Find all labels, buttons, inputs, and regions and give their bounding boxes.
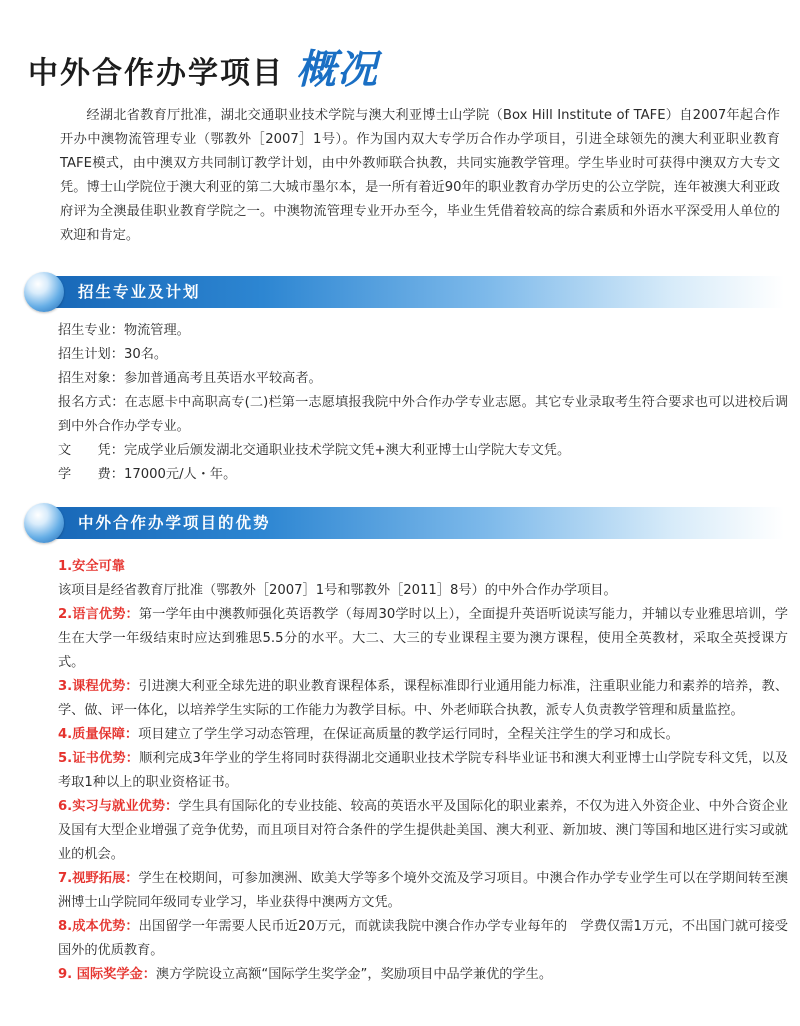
page-title (28, 38, 378, 94)
item-text: 30名。 (123, 347, 168, 362)
item-label: 招生对象： (58, 371, 124, 386)
item-label: 学 费： (58, 467, 124, 482)
item-text: 物流管理。 (123, 323, 190, 338)
item-label: 招生计划： (58, 347, 124, 362)
section-title: 招生专业及计划 (78, 283, 201, 301)
item-text: 参加普通高考且英语水平较高者。 (123, 371, 322, 386)
item-head: 6.实习与就业优势： (58, 799, 179, 814)
item-text: 17000元/人・年。 (123, 467, 237, 482)
section-header-enrollment (24, 272, 784, 312)
list-item (58, 675, 788, 723)
list-item (58, 603, 788, 675)
item-head: 9. 国际奖学金： (58, 967, 156, 982)
item-head: 8.成本优势： (58, 919, 139, 934)
item-text: 完成学业后颁发湖北交通职业技术学院文凭+澳大利亚博士山学院大专文凭。 (123, 443, 571, 458)
item-head: 3.课程优势： (58, 679, 139, 694)
item-head: 2.语言优势： (58, 607, 139, 622)
item-text: 澳方学院设立高额“国际学生奖学金”，奖励项目中品学兼优的学生。 (155, 967, 553, 982)
list-item (58, 579, 788, 603)
item-text: 学生具有国际化的专业技能、较高的英语水平及国际化的职业素养，不仅为进入外资企业、中外合资企业及国有大型企业增强了竞争优势，而且项目对符合条件的学生提供赴美国、澳大利亚、新加坡、澳门等国和地区进行实习或就业的机会。 (58, 799, 789, 862)
section-header-advantages (24, 503, 784, 543)
item-label: 招生专业： (58, 323, 124, 338)
list-item (58, 915, 788, 963)
sphere-icon (24, 503, 64, 543)
item-text: 引进澳大利亚全球先进的职业教育课程体系，课程标准即行业通用能力标准，注重职业能力和素养的培养，教、学、做、评一体化，以培养学生实际的工作能力为教学目标。中、外老师联合执教，派专人负责教学管理和质量监控。 (58, 679, 789, 718)
advantages-list (58, 555, 788, 987)
enrollment-list (58, 319, 788, 487)
item-text: 该项目是经省教育厅批准（鄂教外［2007］1号和鄂教外［2011］8号）的中外合作办学项目。 (58, 583, 617, 598)
section-title: 中外合作办学项目的优势 (78, 514, 271, 532)
list-item (58, 367, 788, 391)
list-item (58, 463, 788, 487)
list-item (58, 795, 788, 867)
item-head: 7.视野拓展： (58, 871, 139, 886)
list-item (58, 723, 788, 747)
item-head: 5.证书优势： (58, 751, 140, 766)
item-head: 4.质量保障： (58, 727, 139, 742)
list-item (58, 747, 788, 795)
item-text: 顺利完成3年学业的学生将同时获得湖北交通职业技术学院专科毕业证书和澳大利亚博士山学院专科文凭，以及考取1种以上的职业资格证书。 (58, 751, 789, 790)
item-text: 第一学年由中澳教师强化英语教学（每周30学时以上），全面提升英语听说读写能力，并辅以专业雅思培训，学生在大学一年级结束时应达到雅思5.5分的水平。大二、大三的专业课程主要为澳方课程，使用全英教材，采取全英授课方式。 (58, 607, 788, 670)
list-item (58, 963, 788, 987)
list-item (58, 439, 788, 463)
title-accent: 概况 (296, 46, 378, 93)
title-main: 中外合作办学项目 (28, 56, 284, 91)
sphere-icon (24, 272, 64, 312)
item-text: 学生在校期间，可参加澳洲、欧美大学等多个境外交流及学习项目。中澳合作办学专业学生可以在学期间转至澳洲博士山学院同年级同专业学习，毕业获得中澳两方文凭。 (58, 871, 789, 910)
list-item (58, 555, 788, 579)
list-item (58, 867, 788, 915)
list-item (58, 319, 788, 343)
item-label: 报名方式： (58, 395, 125, 410)
item-text: 出国留学一年需要人民币近20万元，而就读我院中澳合作办学专业每年的 学费仅需1万元，不出国门就可接受国外的优质教育。 (58, 919, 788, 958)
list-item (58, 343, 788, 367)
list-item (58, 391, 788, 439)
item-label: 文 凭： (58, 443, 124, 458)
item-text: 项目建立了学生学习动态管理，在保证高质量的教学运行同时，全程关注学生的学习和成长。 (138, 727, 679, 742)
item-text: 在志愿卡中高职高专(二)栏第一志愿填报我院中外合作办学专业志愿。其它专业录取考生符合要求也可以进校后调到中外合作办学专业。 (58, 395, 789, 434)
item-head: 1.安全可靠 (58, 559, 125, 574)
intro-text: 经湖北省教育厅批准，湖北交通职业技术学院与澳大利亚博士山学院（Box Hill Institute of TAFE）自2007年起合作开办中澳物流管理专业（鄂教外［2007］1号）。作为国内双大专学历合作办学项目，引进全球领先的澳大利亚职业教育TAFE模式，由中澳双方共同制订教学计划，由中外教师联合执教，共同实施教学管理。学生毕业时可获得中澳双方大专文凭。博士山学院位于澳大利亚的第二大城市墨尔本，是一所有着近90年的职业教育办学历史的公立学院，连年被澳大利亚政府评为全澳最佳职业教育学院之一。中澳物流管理专业开办至今，毕业生凭借着较高的综合素质和外语水平深受用人单位的欢迎和肯定。 (60, 108, 780, 243)
intro-paragraph (60, 104, 780, 248)
